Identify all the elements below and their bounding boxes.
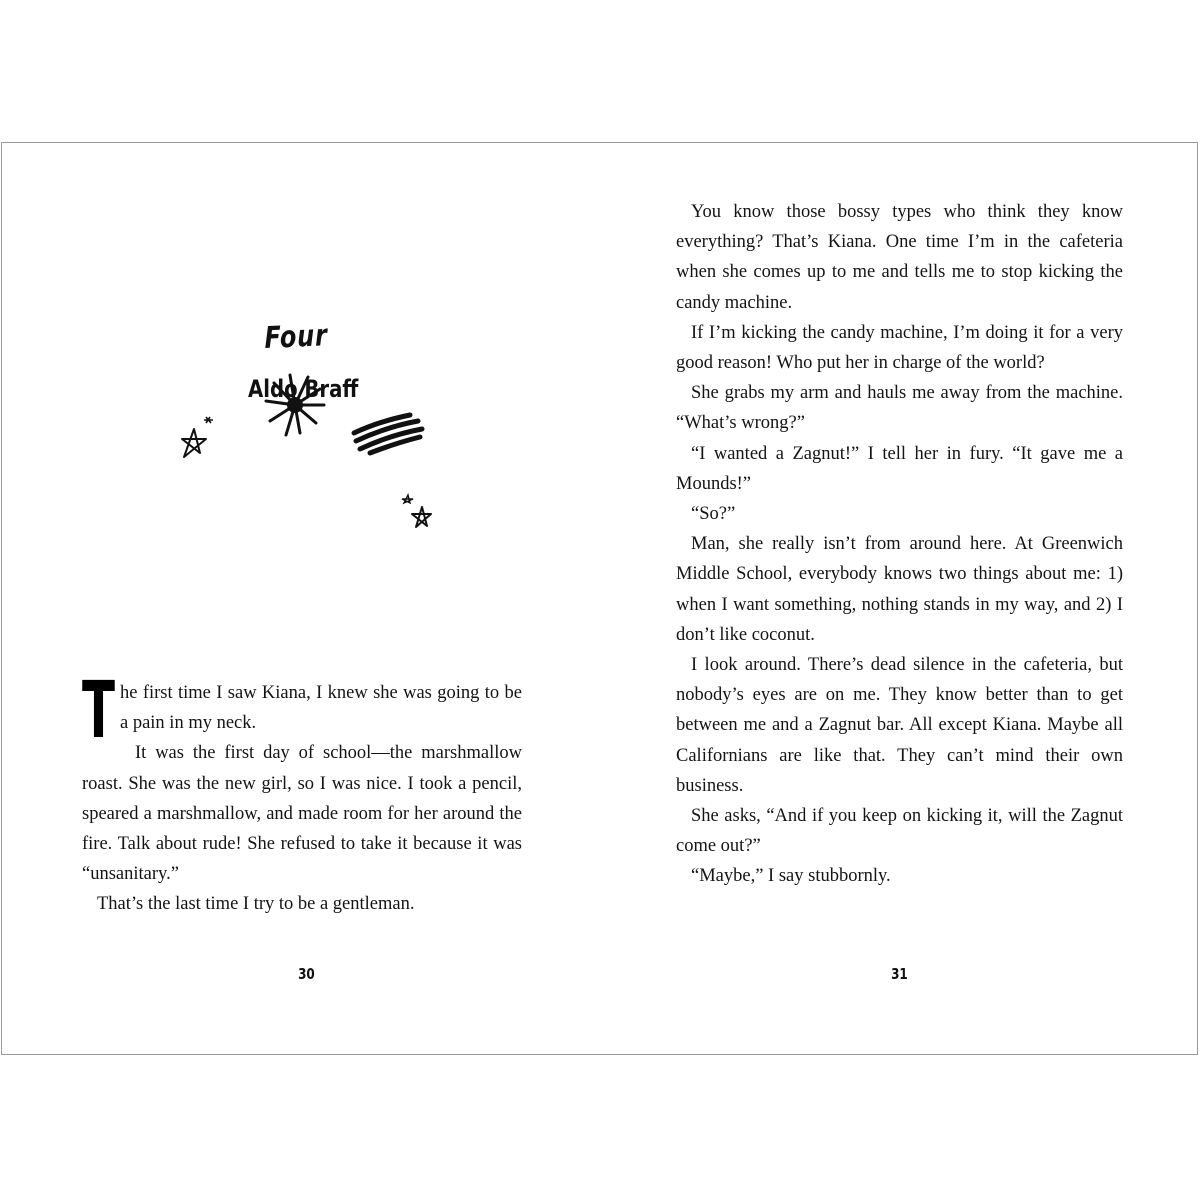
paragraph: It was the first day of school—the marshmallow roast. She was the new girl, so I was nice. I took a pencil, speared a marshmallow, and made room for her around the fire. Talk about rude! She refused to take it because it was “unsanitary.”: [82, 743, 522, 885]
scribble-icon: [350, 411, 426, 457]
paragraph-text: he first time I saw Kiana, I knew she was going to be a pain in my neck.: [120, 683, 522, 734]
page-number: 31: [891, 965, 908, 983]
left-page: [2, 143, 600, 1054]
chapter-title: Aldo Braff: [248, 375, 359, 403]
paragraph: She grabs my arm and hauls me away from the machine. “What’s wrong?”: [676, 383, 1123, 434]
paragraph: That’s the last time I try to be a gentleman.: [97, 894, 415, 915]
paragraph: You know those bossy types who think they know everything? That’s Kiana. One time I’m in the cafeteria when she comes up to me and tells me to stop kicking the candy machine.: [676, 202, 1123, 313]
paragraph: Man, she really isn’t from around here. At Greenwich Middle School, everybody knows two things about me: 1) when I want something, nothing stands in my way, and 2) I don’t like coconut.: [676, 534, 1123, 645]
left-page-text: [82, 666, 522, 920]
star-icon: [178, 413, 222, 463]
paragraph: “I wanted a Zagnut!” I tell her in fury. “It gave me a Mounds!”: [676, 443, 1123, 494]
page-number: 30: [298, 965, 315, 983]
paragraph: “Maybe,” I say stubbornly.: [691, 866, 891, 887]
small-stars-icon: [400, 493, 442, 533]
right-page-text: [676, 197, 1123, 892]
drop-cap: T: [82, 666, 115, 756]
chapter-number: Four: [264, 318, 329, 356]
book-spread: [1, 142, 1198, 1055]
paragraph: If I’m kicking the candy machine, I’m doing it for a very good reason! Who put her in charge of the world?: [676, 322, 1123, 374]
paragraph: She asks, “And if you keep on kicking it, will the Zagnut come out?”: [676, 806, 1123, 857]
paragraph: I look around. There’s dead silence in the cafeteria, but nobody’s eyes are on me. They know better than to get between me and a Zagnut bar. All except Kiana. Maybe all Californians are like that. They can’t mind their own business.: [676, 655, 1123, 796]
paragraph: “So?”: [691, 504, 736, 525]
paragraph: [82, 666, 522, 756]
right-page: [600, 143, 1197, 1054]
